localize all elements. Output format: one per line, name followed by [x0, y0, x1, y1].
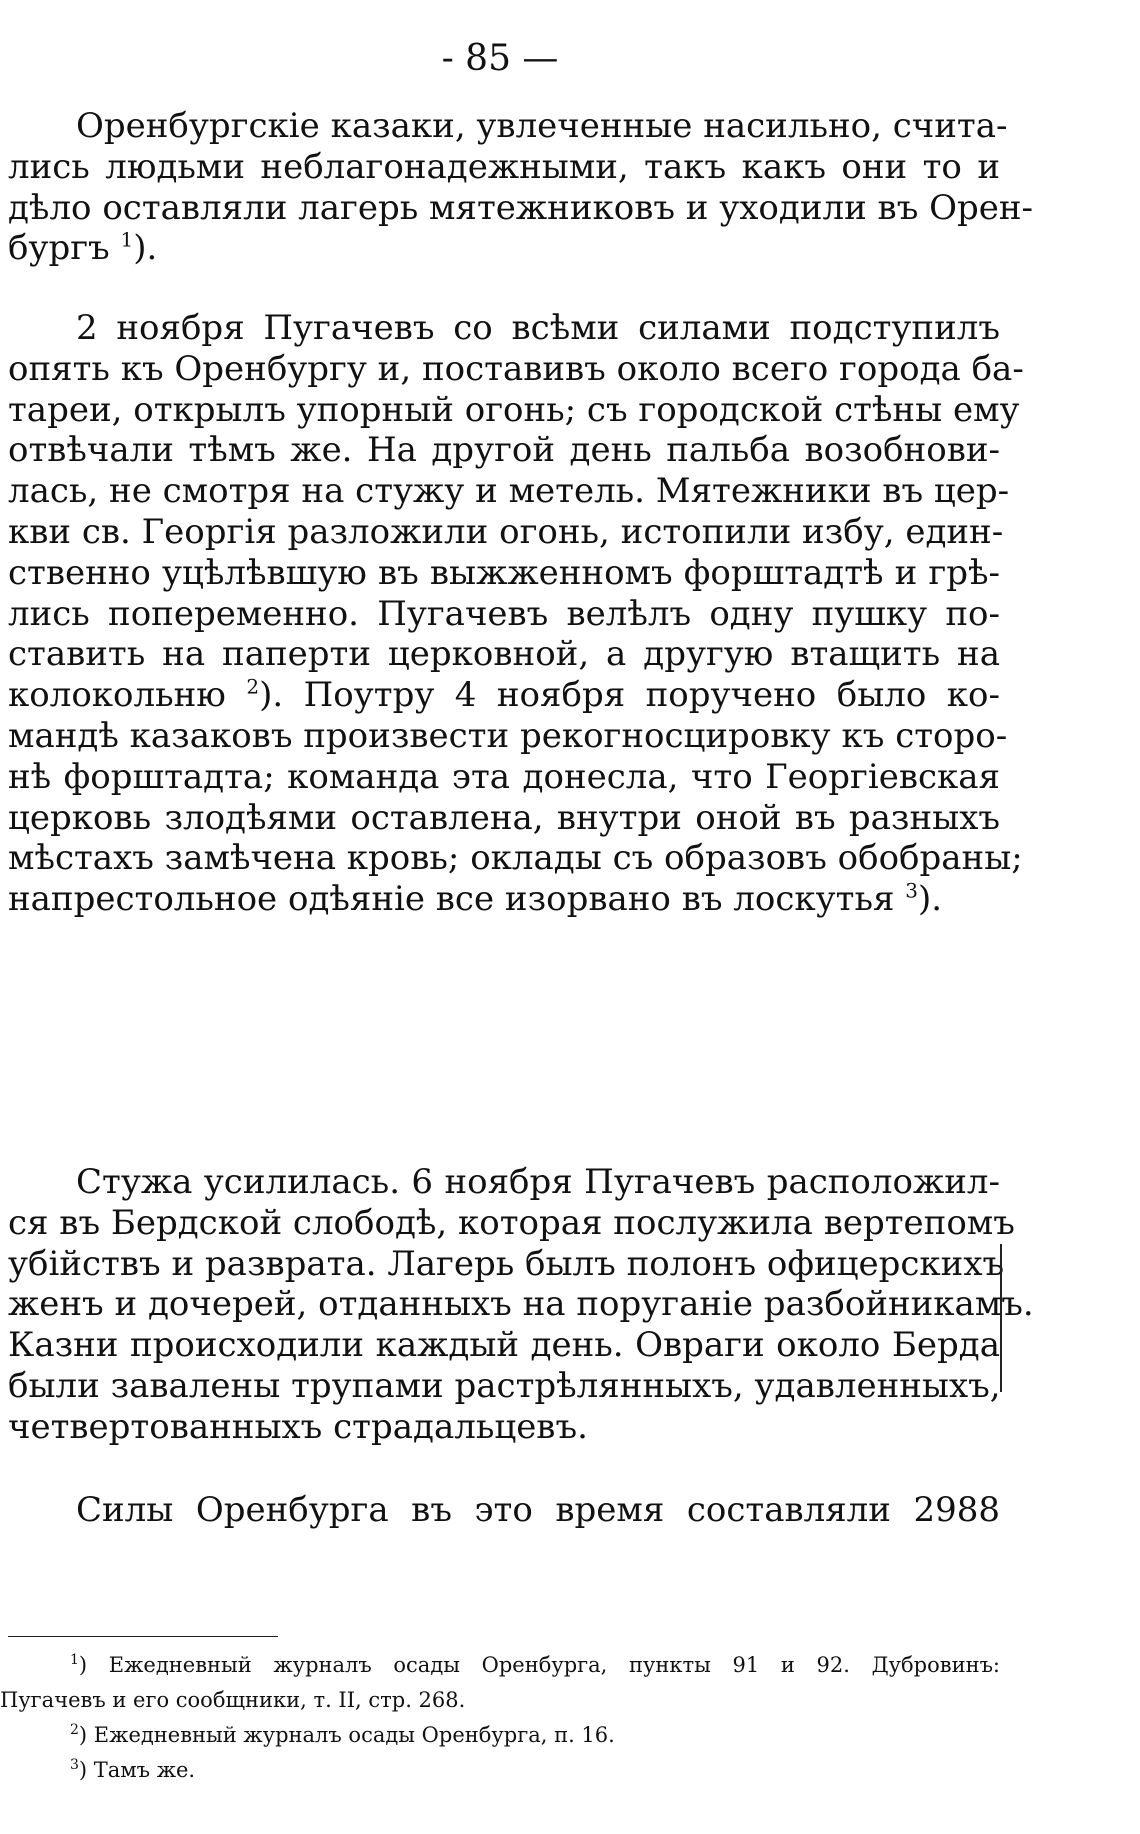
text-line: Оренбургскіе казаки, увлеченные насильно, счита- — [76, 106, 1008, 146]
text-line: Силы Оренбурга въ это время составляли 2988 — [76, 1490, 1000, 1530]
text-line: отвѣчали тѣмъ же. На другой день пальба возобнови- — [8, 430, 1000, 471]
text-line: убійствъ и разврата. Лагерь былъ полонъ офицерскихъ — [8, 1243, 1005, 1284]
footnote-text: ) Ежедневный журналъ осады Оренбурга, п. 16. — [78, 1723, 615, 1747]
text-line: женъ и дочерей, отданныхъ на поруганіе разбойникамъ. — [8, 1284, 1034, 1325]
paragraph-1 — [8, 106, 1034, 269]
footnotes — [0, 1648, 1000, 1788]
footnote-ref: 3 — [905, 878, 918, 903]
text-line: кви св. Георгія разложили огонь, истопили избу, един- — [8, 511, 1004, 552]
text-line — [8, 228, 1000, 269]
text-fragment: ). Поутру 4 ноября поручено было ко- — [259, 675, 1000, 716]
footnote-ref: 2 — [246, 674, 260, 699]
page-number: - 85 — — [441, 38, 559, 79]
footnote-ref: 1 — [120, 228, 134, 253]
footnote-marker: 2 — [70, 1722, 79, 1738]
text-line: четвертованныхъ страдальцевъ. — [8, 1406, 588, 1447]
paragraph-4 — [8, 1490, 1000, 1531]
text-line: были завалены трупами растрѣлянныхъ, удавленныхъ, — [8, 1365, 1001, 1406]
footnote-1-continued: Пугачевъ и его сообщники, т. II, стр. 268. — [0, 1688, 466, 1712]
footnote-marker: 1 — [70, 1652, 79, 1668]
text-line: 2 ноября Пугачевъ со всѣми силами подступилъ — [76, 308, 1000, 348]
text-line: лась, не смотря на стужу и метель. Мятежники въ цер- — [8, 471, 1010, 512]
footnote-2 — [0, 1718, 1000, 1753]
text-line — [8, 879, 1000, 920]
text-line: церковь злодѣями оставлена, внутри оной въ разныхъ — [8, 797, 1000, 838]
text-line — [8, 675, 1000, 716]
text-line: ставить на паперти церковной, а другую втащить на — [8, 634, 1000, 675]
text-fragment: ). — [133, 228, 158, 269]
text-line: дѣло оставляли лагерь мятежниковъ и уходили въ Орен- — [8, 187, 1034, 228]
footnote-text: ) Тамъ же. — [78, 1758, 196, 1782]
text-line: Казни происходили каждый день. Овраги около Берда — [8, 1325, 1000, 1366]
text-line: мандѣ казаковъ произвести рекогносцировку къ сторо- — [8, 715, 1008, 756]
text-line: тареи, открылъ упорный огонь; съ городской стѣны ему — [8, 389, 1020, 430]
text-fragment: ). — [917, 879, 943, 920]
text-line: ственно уцѣлѣвшую въ выжженномъ форштадтѣ и грѣ- — [8, 552, 1000, 593]
footnote-3 — [0, 1753, 1000, 1788]
text-line: ся въ Бердской слободѣ, которая послужила вертепомъ — [8, 1202, 1015, 1243]
text-line: опять къ Оренбургу и, поставивъ около всего города ба- — [8, 348, 1024, 389]
footnote-text: ) Ежедневный журналъ осады Оренбурга, пункты 91 и 92. Дубровинъ: — [78, 1653, 1000, 1677]
footnote-marker: 3 — [70, 1757, 79, 1773]
text-line: лись попеременно. Пугачевъ велѣлъ одну пушку по- — [8, 593, 1000, 634]
text-line: нѣ форштадта; команда эта донесла, что Георгіевская — [8, 756, 1000, 797]
margin-marking — [1000, 1244, 1002, 1392]
paragraph-2 — [8, 308, 1024, 920]
footnote-1 — [0, 1648, 1000, 1683]
text-line: мѣстахъ замѣчена кровь; оклады съ образовъ обобраны; — [8, 838, 1023, 879]
text-fragment: колокольню — [8, 675, 247, 716]
text-fragment: напрестольное одѣяніе все изорвано въ лоскутья — [8, 879, 906, 920]
paragraph-3 — [8, 1162, 1034, 1448]
text-line: лись людьми неблагонадежными, такъ какъ они то и — [8, 146, 1000, 187]
text-line: Стужа усилилась. 6 ноября Пугачевъ расположил- — [76, 1162, 1000, 1202]
text-fragment: бургъ — [8, 228, 121, 269]
footnote-divider — [8, 1636, 278, 1637]
